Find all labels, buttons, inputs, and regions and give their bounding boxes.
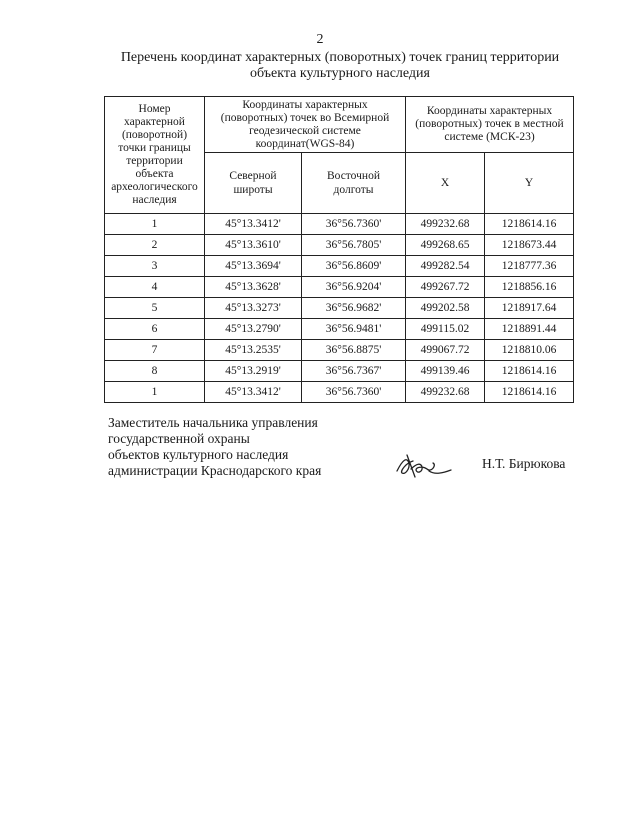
cell-longitude: 36°56.7805' — [302, 235, 406, 256]
cell-x: 499115.02 — [406, 319, 485, 340]
cell-point: 1 — [105, 214, 205, 235]
table-row — [105, 382, 574, 403]
header-line: наследия — [132, 194, 177, 206]
cell-point: 5 — [105, 298, 205, 319]
handwritten-signature-icon — [393, 449, 455, 481]
cell-y: 1218810.06 — [485, 340, 574, 361]
cell-point: 2 — [105, 235, 205, 256]
table-row — [105, 319, 574, 340]
cell-latitude: 45°13.2535' — [205, 340, 302, 361]
cell-longitude: 36°56.9481' — [302, 319, 406, 340]
cell-x: 499267.72 — [406, 277, 485, 298]
header-line: геодезической системе — [249, 124, 361, 137]
cell-longitude: 36°56.9204' — [302, 277, 406, 298]
cell-point: 8 — [105, 361, 205, 382]
cell-longitude: 36°56.9682' — [302, 298, 406, 319]
signatory-position — [108, 415, 321, 479]
cell-x: 499232.68 — [406, 382, 485, 403]
cell-y: 1218891.44 — [485, 319, 574, 340]
header-line: координат(WGS-84) — [255, 137, 355, 150]
cell-x: 499139.46 — [406, 361, 485, 382]
cell-y: 1218917.64 — [485, 298, 574, 319]
document-title — [100, 50, 580, 82]
title-line-2: объекта культурного наследия — [250, 66, 430, 81]
title-line-1: Перечень координат характерных (поворотных) точек границ территории — [120, 50, 560, 65]
cell-latitude: 45°13.3412' — [205, 214, 302, 235]
table-row — [105, 340, 574, 361]
header-east-longitude — [302, 153, 406, 214]
header-msk23 — [406, 97, 574, 153]
header-line: объекта — [135, 168, 174, 180]
table-row — [105, 277, 574, 298]
cell-longitude: 36°56.8875' — [302, 340, 406, 361]
position-line: объектов культурного наследия — [108, 447, 289, 462]
cell-y: 1218614.16 — [485, 214, 574, 235]
signer-name: Н.Т. Бирюкова — [482, 456, 566, 471]
header-line: Координаты характерных — [242, 98, 368, 111]
cell-x: 499268.65 — [406, 235, 485, 256]
cell-x: 499232.68 — [406, 214, 485, 235]
cell-latitude: 45°13.2790' — [205, 319, 302, 340]
header-wgs84 — [205, 97, 406, 153]
header-line: Восточной — [327, 170, 380, 182]
cell-x: 499202.58 — [406, 298, 485, 319]
cell-longitude: 36°56.7360' — [302, 382, 406, 403]
header-line: (поворотных) точек во Всемирной — [220, 111, 390, 124]
header-line: Северной — [229, 170, 277, 182]
header-north-latitude — [205, 153, 302, 214]
table-row — [105, 235, 574, 256]
header-y: Y — [485, 153, 574, 214]
cell-latitude: 45°13.2919' — [205, 361, 302, 382]
header-line: Номер — [138, 103, 171, 115]
cell-y: 1218673.44 — [485, 235, 574, 256]
header-line: Координаты характерных — [426, 105, 553, 117]
cell-longitude: 36°56.7367' — [302, 361, 406, 382]
cell-latitude: 45°13.3694' — [205, 256, 302, 277]
header-line: характерной — [124, 116, 185, 128]
header-line: широты — [233, 184, 273, 196]
cell-y: 1218777.36 — [485, 256, 574, 277]
position-line: Заместитель начальника управления — [108, 415, 318, 430]
header-line: (поворотной) — [121, 129, 188, 141]
coordinates-table — [104, 96, 574, 403]
cell-point: 7 — [105, 340, 205, 361]
cell-x: 499067.72 — [406, 340, 485, 361]
table-row — [105, 361, 574, 382]
header-line: археологического — [111, 181, 198, 193]
table-row — [105, 214, 574, 235]
cell-point: 1 — [105, 382, 205, 403]
header-line: системе (МСК-23) — [444, 131, 535, 143]
cell-longitude: 36°56.8609' — [302, 256, 406, 277]
cell-point: 4 — [105, 277, 205, 298]
cell-longitude: 36°56.7360' — [302, 214, 406, 235]
header-line: долготы — [333, 184, 374, 196]
cell-y: 1218614.16 — [485, 361, 574, 382]
table-row — [105, 256, 574, 277]
header-line: территории — [126, 155, 183, 167]
header-line: точки границы — [118, 142, 191, 154]
cell-x: 499282.54 — [406, 256, 485, 277]
page-number: 2 — [316, 32, 324, 47]
cell-y: 1218614.16 — [485, 382, 574, 403]
cell-latitude: 45°13.3610' — [205, 235, 302, 256]
table-row — [105, 298, 574, 319]
header-line: (поворотных) точек в местной — [415, 118, 564, 130]
cell-latitude: 45°13.3412' — [205, 382, 302, 403]
cell-point: 6 — [105, 319, 205, 340]
header-point-number — [105, 97, 205, 214]
cell-latitude: 45°13.3628' — [205, 277, 302, 298]
header-x: X — [406, 153, 485, 214]
cell-latitude: 45°13.3273' — [205, 298, 302, 319]
cell-y: 1218856.16 — [485, 277, 574, 298]
cell-point: 3 — [105, 256, 205, 277]
position-line: администрации Краснодарского края — [108, 463, 322, 478]
position-line: государственной охраны — [108, 431, 250, 446]
